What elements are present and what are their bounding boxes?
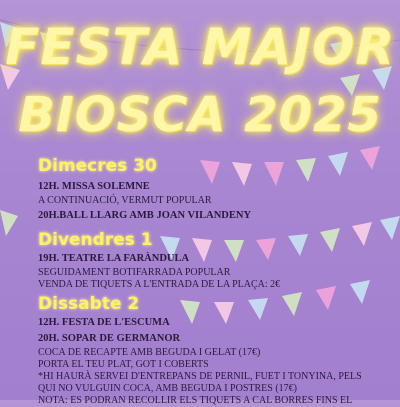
event-line: NOTA: ES PODRAN RECOLLIR ELS TIQUETS A CAL BORRES FINS EL — [38, 395, 353, 406]
event-line: 20H. SOPAR DE GERMANOR — [38, 333, 181, 344]
event-line: QUI NO VULGUIN COCA, AMB BEGUDA I POSTRES (17€) — [38, 383, 297, 394]
event-line: PORTA EL TEU PLAT, GOT I COBERTS — [38, 359, 209, 370]
event-line: *HI HAURÀ SERVEI D'ENTREPANS DE PERNIL, FUET I TONYINA, PELS — [38, 371, 362, 382]
event-line: VENDA DE TIQUETS A L'ENTRADA DE LA PLAÇA: 2€ — [38, 279, 281, 290]
title-line-1: FESTA MAJOR — [5, 18, 395, 76]
day-heading-dimecres: Dimecres 30 — [38, 156, 157, 176]
event-line: 20H.BALL LLARG AMB JOAN VILANDENY — [38, 210, 252, 221]
event-line: A CONTINUACIÓ, VERMUT POPULAR — [38, 195, 212, 206]
day-heading-dissabte: Dissabte 2 — [38, 294, 140, 314]
event-line: SEGUIDAMENT BOTIFARRADA POPULAR — [38, 267, 231, 278]
event-line: 12H. FESTA DE L'ESCUMA — [38, 317, 170, 328]
event-line: 19H. TEATRE LA FARÀNDULA — [38, 253, 190, 264]
event-line: 12H. MISSA SOLEMNE — [38, 181, 150, 192]
day-heading-divendres: Divendres 1 — [38, 230, 153, 250]
title-line-2: BIOSCA 2025 — [18, 87, 382, 143]
event-line: COCA DE RECAPTE AMB BEGUDA I GELAT (17€) — [38, 347, 261, 358]
